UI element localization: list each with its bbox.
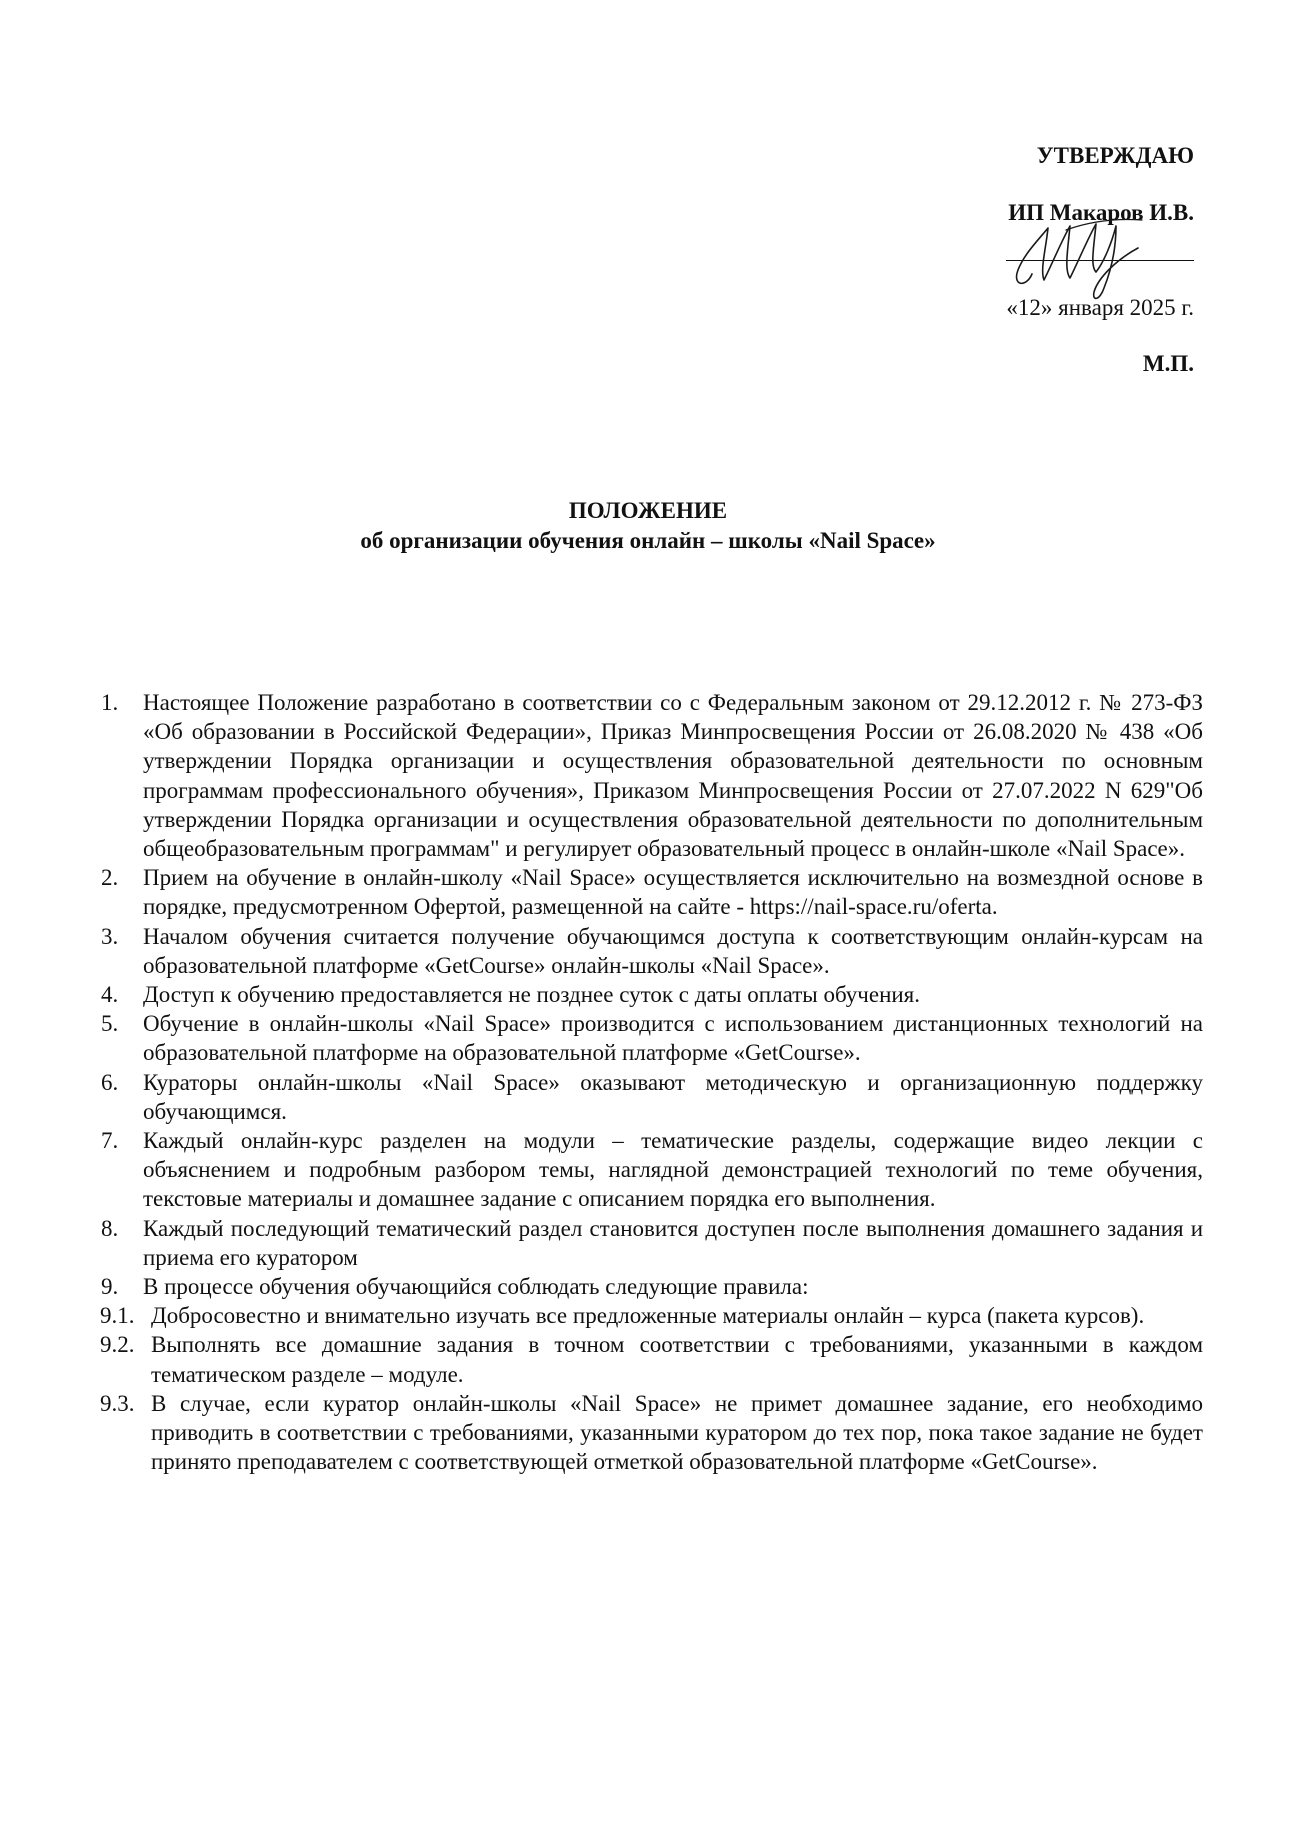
document-title-block [0, 496, 1296, 556]
item-text: Каждый последующий тематический раздел становится доступен после выполнения домашнего задания и приема его куратором [143, 1215, 1203, 1270]
regulation-items [101, 688, 1203, 1476]
list-item [101, 688, 1203, 863]
approval-heading: УТВЕРЖДАЮ [1036, 143, 1194, 168]
item-number: 9.2. [100, 1332, 135, 1358]
list-item [101, 1272, 1203, 1301]
item-number: 1. [101, 690, 119, 715]
item-text: Каждый онлайн-курс разделен на модули – тематические разделы, содержащие видео лекции с объяснением и подробным разбором темы, наглядной демонстрацией технологий по теме обучения, текстовые материалы и домашнее задание с описанием порядка его выполнения. [143, 1128, 1203, 1212]
item-number: 5. [101, 1011, 119, 1037]
item-number: 2. [101, 865, 119, 891]
item-text: Доступ к обучению предоставляется не позднее суток с даты оплаты обучения. [143, 982, 921, 1008]
item-number: 9. [101, 1274, 119, 1300]
item-text: Обучение в онлайн-школы «Nail Space» производится с использованием дистанционных технологий на образовательной платформе на образовательной платформе «GetCourse». [143, 1011, 1203, 1066]
item-text: В процессе обучения обучающийся соблюдать следующие правила: [143, 1274, 809, 1300]
list-item [101, 980, 1203, 1009]
item-number: 8. [101, 1215, 119, 1241]
item-number: 9.1. [100, 1303, 135, 1329]
item-text: Выполнять все домашние задания в точном соответствии с требованиями, указанными в каждом тематическом разделе – модуле. [151, 1332, 1203, 1387]
item-text: Добросовестно и внимательно изучать все предложенные материалы онлайн – курса (пакета курсов). [151, 1303, 1145, 1329]
list-item [101, 863, 1203, 921]
approval-block [774, 141, 1194, 379]
list-subitem [101, 1301, 1203, 1330]
approval-date: «12» января 2025 г. [1006, 295, 1194, 320]
stamp-place-label: М.П. [1142, 351, 1194, 376]
document-subtitle: об организации обучения онлайн – школы «Nail Space» [360, 528, 936, 553]
list-item [101, 1009, 1203, 1067]
list-item [101, 1126, 1203, 1214]
item-text: Настоящее Положение разработано в соответствии со с Федеральным законом от 29.12.2012 г. № 273-ФЗ «Об образовании в Российской Федерации», Приказ Минпросвещения России от 26.08.2020 № 438 «Об утверждении Порядка организации и осуществления образовательной деятельности по основным программам профессионального обучения», Приказом Минпросвещения России от 27.07.2022 N 629"Об утверждении Порядка организации и осуществления образовательной деятельности по дополнительным общеобразовательным программам" и регулирует образовательный процесс в онлайн-школе «Nail Space». [143, 690, 1203, 862]
item-text: Кураторы онлайн-школы «Nail Space» оказывают методическую и организационную поддержку обучающимся. [143, 1069, 1203, 1124]
item-text: Началом обучения считается получение обучающимся доступа к соответствующим онлайн-курсам на образовательной платформе «GetCourse» онлайн-школы «Nail Space». [143, 923, 1203, 978]
list-item [101, 1214, 1203, 1272]
item-text: Прием на обучение в онлайн-школу «Nail Space» осуществляется исключительно на возмездной основе в порядке, предусмотренном Офертой, размещенной на сайте - https://nail-space.ru/oferta. [143, 865, 1203, 920]
item-number: 6. [101, 1069, 119, 1095]
document-title: ПОЛОЖЕНИЕ [568, 498, 728, 523]
list-item [101, 922, 1203, 980]
item-number: 4. [101, 982, 119, 1008]
item-number: 7. [101, 1128, 119, 1154]
signature-area [774, 228, 1194, 290]
item-number: 3. [101, 923, 119, 949]
list-item [101, 1068, 1203, 1126]
item-text: В случае, если куратор онлайн-школы «Nail Space» не примет домашнее задание, его необходимо приводить в соответствии с требованиями, указанными куратором до тех пор, пока такое задание не будет принято преподавателем с соответствующей отметкой образовательной платформе «GetCourse». [151, 1390, 1203, 1475]
approval-signer: ИП Макаров И.В. [1008, 200, 1194, 225]
list-subitem [101, 1330, 1203, 1388]
list-subitem [101, 1389, 1203, 1477]
item-number: 9.3. [100, 1390, 135, 1416]
